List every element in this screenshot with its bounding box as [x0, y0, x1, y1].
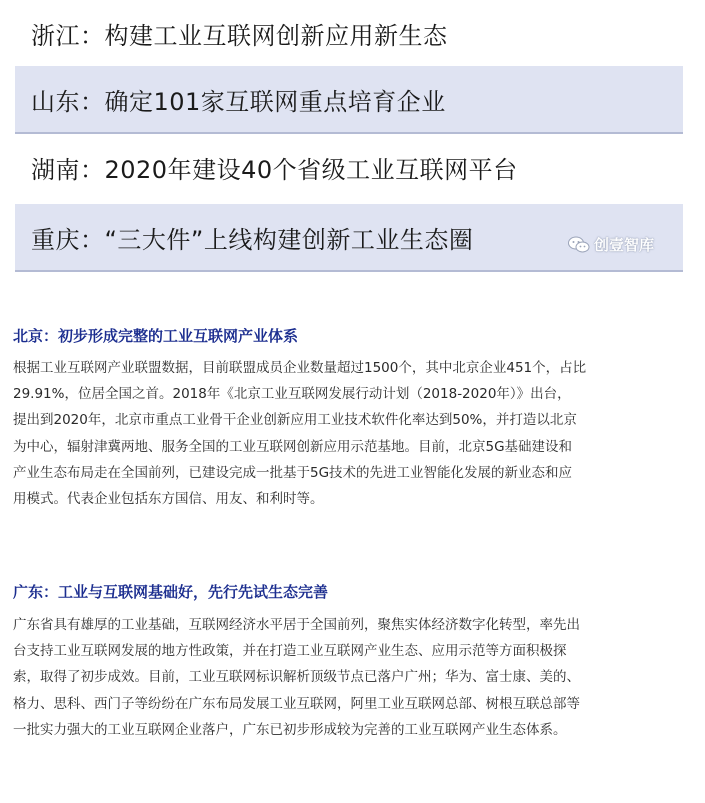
paragraph-line: 根据工业互联网产业联盟数据，目前联盟成员企业数量超过1500个，其中北京企业451个，占比	[13, 360, 587, 376]
paragraph-line: 提出到2020年，北京市重点工业骨干企业创新应用工业技术软件化率达到50%，并打造以北京	[13, 412, 577, 429]
banner-text: 湖南：2020年建设40个省级工业互联网平台	[31, 155, 518, 184]
wechat-icon	[568, 236, 590, 254]
paragraph-guangdong	[13, 612, 693, 743]
watermark	[568, 234, 654, 255]
paragraph-line: 索，取得了初步成效。目前，工业互联网标识解析顶级节点已落户广州；华为、富士康、美的、	[13, 669, 580, 686]
banner-zhejiang	[15, 0, 683, 68]
paragraph-line: 产业生态布局走在全国前列，已建设完成一批基于5G技术的先进工业智能化发展的新业态和应	[13, 464, 573, 481]
paragraph-line: 格力、思科、西门子等纷纷在广东布局发展工业互联网，阿里工业互联网总部、树根互联总部等	[13, 695, 580, 712]
paragraph-line: 为中心，辐射津冀两地、服务全国的工业互联网创新应用示范基地。目前，北京5G基础建设和	[13, 438, 573, 455]
paragraph-line: 广东省具有雄厚的工业基础，互联网经济水平居于全国前列，聚焦实体经济数字化转型，率先出	[13, 617, 580, 633]
banner-text: 浙江：构建工业互联网创新应用新生态	[31, 21, 448, 50]
paragraph-line: 台支持工业互联网发展的地方性政策，并在打造工业互联网产业生态、应用示范等方面积极探	[13, 643, 567, 660]
paragraph-line: 一批实力强大的工业互联网企业落户，广东已初步形成较为完善的工业互联网产业生态体系。	[13, 721, 567, 738]
paragraph-line: 用模式。代表企业包括东方国信、用友、和利时等。	[13, 491, 324, 508]
section-title-guangdong: 广东：工业与互联网基础好，先行先试生态完善	[13, 583, 329, 601]
watermark-text: 创壹智库	[594, 236, 655, 254]
banner-shandong	[15, 66, 683, 134]
banner-text: 重庆：“三大件”上线构建创新工业生态圈	[31, 225, 474, 254]
paragraph-beijing	[13, 355, 693, 512]
paragraph-line: 29.91%，位居全国之首。2018年《北京工业互联网发展行动计划（2018-2020年）》出台，	[13, 386, 571, 403]
section-title-beijing: 北京：初步形成完整的工业互联网产业体系	[13, 327, 299, 345]
banner-hunan	[15, 134, 683, 202]
banner-text: 山东：确定101家互联网重点培育企业	[31, 87, 446, 116]
